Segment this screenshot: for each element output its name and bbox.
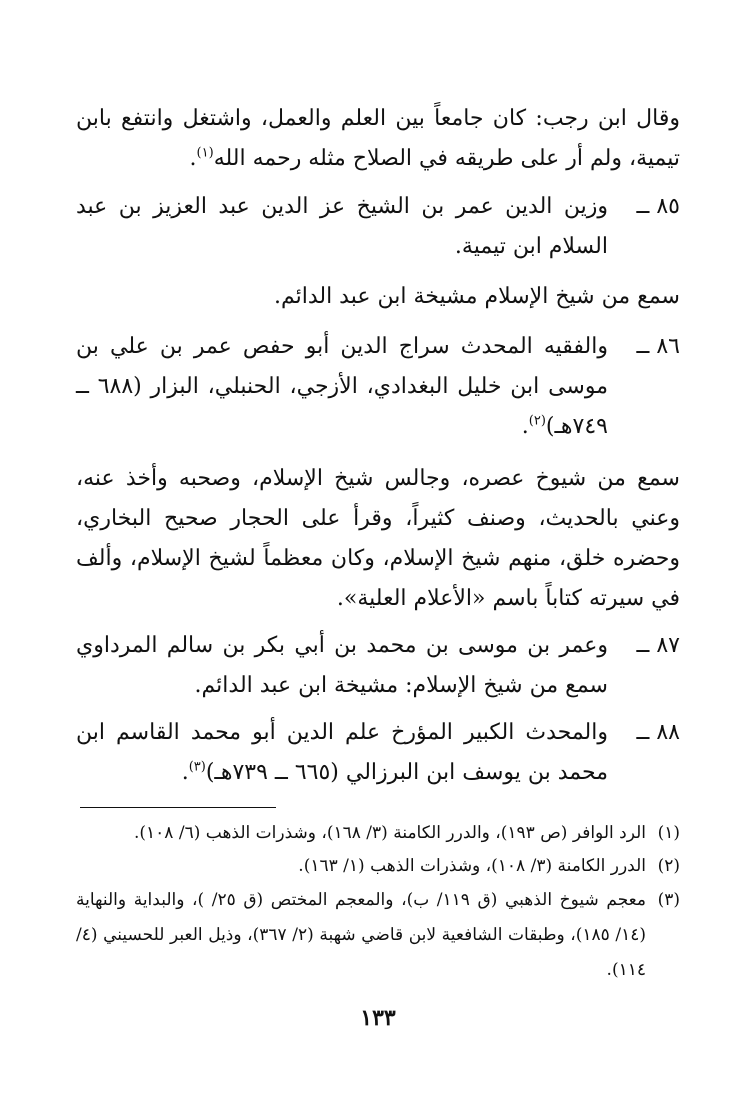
paragraph-86-note: سمع من شيوخ عصره، وجالس شيخ الإسلام، وصحبه وأخذ عنه، وعني بالحديث، وصنف كثيراً، وقرأ على الحجار صحيح البخاري، وحضره خلق، منهم شيخ الإسلام، وكان معظماً لشيخ الإسلام، وألف في سيرته كتاباً باسم «الأعلام العلية». (76, 466, 680, 611)
footnote-3 (76, 883, 680, 988)
footnote-ref: (٣) (188, 759, 206, 775)
entry-number: ٨٦ ــ (636, 334, 680, 359)
entry-number: ٨٧ ــ (636, 633, 680, 658)
entry-text: والفقيه المحدث سراج الدين أبو حفص عمر بن علي بن موسى ابن خليل البغدادي، الأزجي، الحنبلي، البزار (٦٨٨ ــ ٧٤٩هـ) (76, 334, 608, 439)
footnote-number: (٢) (657, 856, 680, 876)
entry-88 (76, 713, 680, 793)
paragraph-text: وقال ابن رجب: كان جامعاً بين العلم والعمل، واشتغل وانتفع بابن تيمية، ولم أر على طريقه في الصلاح مثله رحمه الله (76, 106, 680, 171)
entry-body (76, 327, 608, 447)
paragraph-ibn-rajab-quote (76, 99, 680, 179)
entry-text: وزين الدين عمر بن الشيخ عز الدين عبد العزيز بن عبد السلام ابن تيمية. (76, 194, 608, 259)
footnote-text: الدرر الكامنة (٣/ ١٠٨)، وشذرات الذهب (١/ ١٦٣). (298, 856, 646, 876)
footnote-2 (76, 849, 680, 884)
entry-number: ٨٥ ــ (636, 194, 680, 219)
entry-87 (76, 626, 680, 706)
entry-body (76, 713, 608, 793)
entry-text: وعمر بن موسى بن محمد بن أبي بكر بن سالم المرداوي سمع من شيخ الإسلام: مشيخة ابن عبد الدائم. (76, 633, 608, 698)
entry-end: . (521, 414, 529, 439)
entry-86 (76, 327, 680, 447)
footnote-1 (76, 816, 680, 851)
footnote-text: الرد الوافر (ص ١٩٣)، والدرر الكامنة (٣/ ١٦٨)، وشذرات الذهب (٦/ ١٠٨). (133, 823, 646, 843)
paragraph-85-note: سمع من شيخ الإسلام مشيخة ابن عبد الدائم. (273, 284, 680, 309)
footnote-text: معجم شيوخ الذهبي (ق ١١٩/ ب)، والمعجم المختص (ق ٢٥/ )، والبداية والنهاية (١٤/ ١٨٥)، وطبقات الشافعية لابن قاضي شهبة (٢/ ٣٦٧)، وذيل العبر للحسيني (٤/ ١١٤). (76, 890, 646, 980)
footnote-number: (١) (657, 823, 680, 843)
entry-number: ٨٨ ــ (636, 720, 680, 745)
page-number: ١٣٣ (360, 1005, 396, 1031)
paragraph-end: . (189, 146, 197, 171)
entry-end: . (181, 760, 189, 785)
footnote-ref: (٢) (528, 413, 546, 429)
footnote-number: (٣) (657, 890, 680, 910)
footnote-ref: (١) (196, 145, 214, 161)
entry-85 (76, 187, 680, 267)
footnote-separator (80, 807, 276, 808)
entry-text: والمحدث الكبير المؤرخ علم الدين أبو محمد القاسم ابن محمد بن يوسف ابن البرزالي (٦٦٥ ــ ٧٣٩هـ) (76, 720, 608, 785)
